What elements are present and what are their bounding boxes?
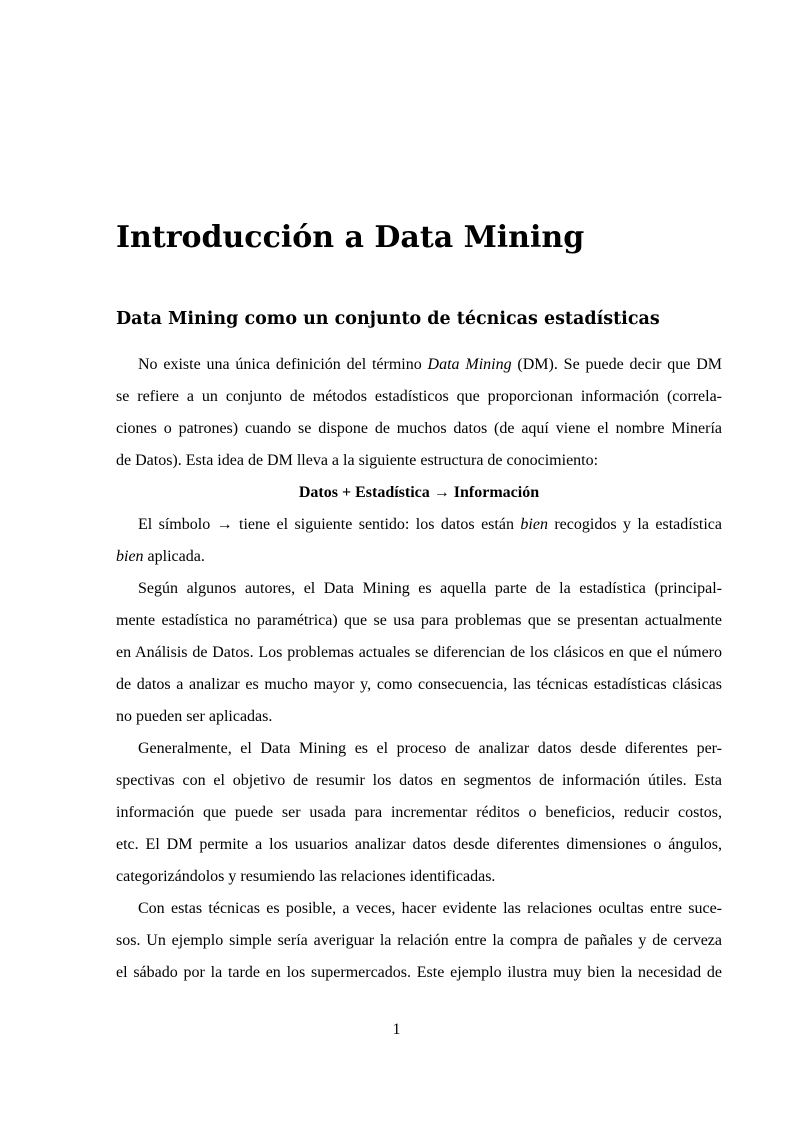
- chapter-title: Introducción a Data Mining: [116, 220, 585, 255]
- page-number: 1: [392, 1021, 401, 1038]
- text-line: categorizándolos y resumiendo las relaciones identificadas.: [116, 868, 496, 885]
- section-title: Data Mining como un conjunto de técnicas estadísticas: [116, 309, 660, 329]
- text-line: [116, 541, 722, 573]
- text-run: recogidos y la estadística: [547, 516, 723, 533]
- emphasis-term: Data Mining: [427, 356, 512, 373]
- text-line: sos. Un ejemplo simple sería averiguar la relación entre la compra de pañales y de cerveza: [116, 932, 722, 949]
- text-run: (DM). Se puede decir que DM: [511, 356, 723, 373]
- body-text: [116, 349, 722, 989]
- display-formula: Datos + Estadística → Información: [298, 484, 540, 501]
- text-line: [116, 509, 722, 541]
- text-line: Con estas técnicas es posible, a veces, hacer evidente las relaciones ocultas entre suce-: [138, 900, 722, 917]
- text-line: [116, 349, 722, 381]
- text-line: Según algunos autores, el Data Mining es aquella parte de la estadística (principal-: [138, 580, 722, 597]
- text-line: de datos a analizar es mucho mayor y, como consecuencia, las técnicas estadísticas clásicas: [116, 676, 722, 693]
- text-line: el sábado por la tarde en los supermercados. Este ejemplo ilustra muy bien la necesidad de: [116, 964, 722, 981]
- paragraph-1: [116, 349, 722, 477]
- text-run: El símbolo → tiene el siguiente sentido: los datos están: [138, 516, 521, 533]
- emphasis-term: bien: [520, 516, 548, 533]
- paragraph-2: [116, 509, 722, 573]
- text-run: aplicada.: [143, 548, 205, 565]
- text-line: etc. El DM permite a los usuarios analizar datos desde diferentes dimensiones o ángulos,: [116, 836, 722, 853]
- text-line: spectivas con el objetivo de resumir los datos en segmentos de información útiles. Esta: [116, 772, 722, 789]
- text-line: ciones o patrones) cuando se dispone de muchos datos (de aquí viene el nombre Minería: [116, 420, 722, 437]
- text-line: en Análisis de Datos. Los problemas actuales se diferencian de los clásicos en que el número: [116, 644, 722, 661]
- text-line: de Datos). Esta idea de DM lleva a la siguiente estructura de conocimiento:: [116, 452, 599, 469]
- paragraph-4: [116, 733, 722, 893]
- text-line: Generalmente, el Data Mining es el proceso de analizar datos desde diferentes per-: [138, 740, 722, 757]
- text-run: No existe una única definición del término: [138, 356, 428, 373]
- text-line: información que puede ser usada para incrementar réditos o beneficios, reducir costos,: [116, 804, 722, 821]
- text-line: no pueden ser aplicadas.: [116, 708, 273, 725]
- paragraph-5: [116, 893, 722, 989]
- paragraph-3: [116, 573, 722, 733]
- emphasis-term: bien: [116, 548, 144, 565]
- text-line: mente estadística no paramétrica) que se usa para problemas que se presentan actualmente: [116, 612, 722, 629]
- text-line: se refiere a un conjunto de métodos estadísticos que proporcionan información (correla-: [116, 388, 722, 405]
